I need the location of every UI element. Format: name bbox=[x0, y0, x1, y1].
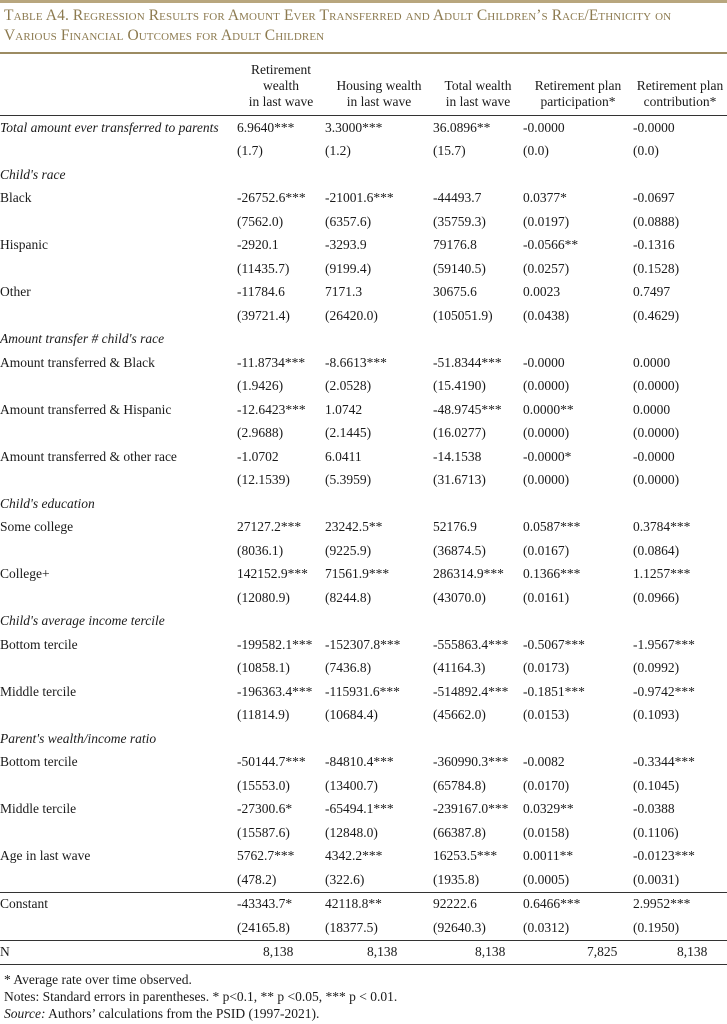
coef-cell: -0.0082 bbox=[523, 754, 565, 770]
row-label: Black bbox=[0, 190, 32, 206]
se-cell: (2.9688) bbox=[237, 425, 284, 441]
se-cell: (0.0005) bbox=[523, 871, 570, 887]
row-label: Other bbox=[0, 284, 31, 300]
row-label: Some college bbox=[0, 519, 74, 535]
coef-cell: 1.0742 bbox=[325, 401, 363, 417]
coef-cell: -44493.7 bbox=[433, 190, 482, 206]
coef-cell: -0.0000 bbox=[523, 354, 565, 370]
coef-cell: -0.5067*** bbox=[523, 636, 585, 652]
se-row bbox=[0, 774, 727, 798]
se-row bbox=[0, 304, 727, 328]
se-cell: (0.0153) bbox=[523, 707, 570, 723]
coef-cell: 7171.3 bbox=[325, 284, 363, 300]
se-cell: (0.0000) bbox=[523, 378, 570, 394]
coef-cell: -51.8344*** bbox=[433, 354, 502, 370]
regression-table bbox=[0, 58, 727, 965]
section-row bbox=[0, 492, 727, 516]
coef-cell: -0.0000 bbox=[633, 448, 675, 464]
row-label: Age in last wave bbox=[0, 848, 91, 864]
se-cell: (13400.7) bbox=[325, 777, 378, 793]
se-cell: (26420.0) bbox=[325, 307, 378, 323]
se-cell: (0.0167) bbox=[523, 542, 570, 558]
table-title bbox=[4, 6, 722, 46]
coef-cell: -11.8734*** bbox=[237, 354, 306, 370]
se-cell: (15587.6) bbox=[237, 824, 290, 840]
se-row bbox=[0, 539, 727, 563]
coef-cell: -239167.0*** bbox=[433, 801, 509, 817]
se-cell: (322.6) bbox=[325, 871, 365, 887]
se-row bbox=[0, 375, 727, 399]
se-cell: (36874.5) bbox=[433, 542, 486, 558]
se-cell: (16.0277) bbox=[433, 425, 486, 441]
coef-cell: -0.3344*** bbox=[633, 754, 695, 770]
section-heading: Child's average income tercile bbox=[0, 613, 165, 629]
coef-cell: -555863.4*** bbox=[433, 636, 509, 652]
se-cell: (7436.8) bbox=[325, 660, 372, 676]
coef-cell: -65494.1*** bbox=[325, 801, 394, 817]
coef-cell: -0.0388 bbox=[633, 801, 675, 817]
coef-cell: -360990.3*** bbox=[433, 754, 509, 770]
se-cell: (9225.9) bbox=[325, 542, 372, 558]
coef-cell: 52176.9 bbox=[433, 519, 477, 535]
se-cell: (59140.5) bbox=[433, 260, 486, 276]
n-cell: 8,138 bbox=[433, 940, 523, 965]
se-row bbox=[0, 586, 727, 610]
coef-cell: 0.0329** bbox=[523, 801, 574, 817]
se-cell: (8244.8) bbox=[325, 589, 372, 605]
coef-cell: 16253.5*** bbox=[433, 848, 498, 864]
table-notes bbox=[4, 971, 397, 1022]
coef-cell: 0.0023 bbox=[523, 284, 561, 300]
coef-cell: 142152.9*** bbox=[237, 566, 308, 582]
coef-cell: -0.0566** bbox=[523, 237, 579, 253]
table-row bbox=[0, 680, 727, 704]
row-label: Constant bbox=[0, 892, 237, 916]
section-heading: Child's race bbox=[0, 166, 66, 182]
table-title-line-1: Table A4. Regression Results for Amount Ever Transferred and Adult Children’s Race/Ethnicity on bbox=[4, 7, 672, 24]
coef-cell: 0.0000 bbox=[633, 401, 671, 417]
coef-cell: 36.0896** bbox=[433, 119, 491, 135]
section-heading: Amount transfer # child's race bbox=[0, 331, 165, 347]
se-cell: (0.0000) bbox=[523, 472, 570, 488]
se-cell: (2.0528) bbox=[325, 378, 372, 394]
coef-cell: -0.0000* bbox=[523, 448, 572, 464]
coef-cell: -152307.8*** bbox=[325, 636, 401, 652]
row-label: Hispanic bbox=[0, 237, 48, 253]
coef-cell: 0.0377* bbox=[523, 190, 567, 206]
se-row bbox=[0, 469, 727, 493]
coef-cell: -27300.6* bbox=[237, 801, 293, 817]
se-row bbox=[0, 704, 727, 728]
coef-cell: -0.0000 bbox=[523, 119, 565, 135]
header-row bbox=[0, 58, 727, 116]
se-cell: (0.0) bbox=[633, 143, 659, 159]
se-cell: (12.1539) bbox=[237, 472, 290, 488]
table-row bbox=[0, 845, 727, 869]
se-cell: (0.1950) bbox=[633, 919, 680, 935]
se-cell: (43070.0) bbox=[433, 589, 486, 605]
note-source bbox=[4, 1005, 397, 1022]
coef-cell: -43343.7* bbox=[237, 892, 325, 916]
coef-cell: -8.6613*** bbox=[325, 354, 387, 370]
coef-cell: -514892.4*** bbox=[433, 683, 509, 699]
se-cell: (66387.8) bbox=[433, 824, 486, 840]
table-row bbox=[0, 116, 727, 140]
se-cell: (0.0000) bbox=[633, 425, 680, 441]
table-row bbox=[0, 633, 727, 657]
coef-cell: 0.1366*** bbox=[523, 566, 581, 582]
coef-cell: -115931.6*** bbox=[325, 683, 400, 699]
coef-cell: -14.1538 bbox=[433, 448, 482, 464]
table-row bbox=[0, 563, 727, 587]
se-cell: (12080.9) bbox=[237, 589, 290, 605]
n-cell: 8,138 bbox=[633, 940, 727, 965]
coef-cell: 0.0000** bbox=[523, 401, 574, 417]
coef-cell: 27127.2*** bbox=[237, 519, 302, 535]
se-row bbox=[0, 868, 727, 892]
section-row bbox=[0, 163, 727, 187]
coef-cell: 1.1257*** bbox=[633, 566, 691, 582]
se-cell: (39721.4) bbox=[237, 307, 290, 323]
coef-cell: -1.9567*** bbox=[633, 636, 695, 652]
row-label: College+ bbox=[0, 566, 50, 582]
se-cell: (0.0312) bbox=[523, 919, 570, 935]
header-plan-contribution: Retirement plan contribution* bbox=[636, 78, 724, 109]
row-label: Total amount ever transferred to parents bbox=[0, 119, 219, 135]
se-cell: (15.4190) bbox=[433, 378, 486, 394]
se-cell: (11814.9) bbox=[237, 707, 290, 723]
note-standard-errors: Notes: Standard errors in parentheses. * p<0.1, ** p <0.05, *** p < 0.01. bbox=[4, 989, 398, 1004]
se-cell: (0.0992) bbox=[633, 660, 680, 676]
se-cell: (92640.3) bbox=[433, 919, 486, 935]
se-cell: (0.0000) bbox=[523, 425, 570, 441]
se-cell: (105051.9) bbox=[433, 307, 493, 323]
section-heading: Parent's wealth/income ratio bbox=[0, 730, 157, 746]
se-cell: (6357.6) bbox=[325, 213, 372, 229]
se-cell: (0.0197) bbox=[523, 213, 570, 229]
coef-cell: -1.0702 bbox=[237, 448, 279, 464]
table-row bbox=[0, 516, 727, 540]
se-cell: (24165.8) bbox=[237, 919, 290, 935]
coef-cell: 3.3000*** bbox=[325, 119, 383, 135]
se-row bbox=[0, 257, 727, 281]
row-label: N bbox=[0, 940, 237, 965]
section-row bbox=[0, 727, 727, 751]
coef-cell: -199582.1*** bbox=[237, 636, 313, 652]
coef-cell: 2.9952*** bbox=[633, 892, 727, 916]
se-cell: (5.3959) bbox=[325, 472, 372, 488]
table-row bbox=[0, 234, 727, 258]
coef-cell: -0.9742*** bbox=[633, 683, 695, 699]
se-cell: (0.1093) bbox=[633, 707, 680, 723]
se-cell: (7562.0) bbox=[237, 213, 284, 229]
table-row bbox=[0, 398, 727, 422]
se-cell: (0.0) bbox=[523, 143, 549, 159]
table-row bbox=[0, 281, 727, 305]
note-average-rate: * Average rate over time observed. bbox=[4, 972, 192, 987]
se-cell: (15553.0) bbox=[237, 777, 290, 793]
coef-cell: 71561.9*** bbox=[325, 566, 390, 582]
se-cell: (10684.4) bbox=[325, 707, 378, 723]
se-cell: (12848.0) bbox=[325, 824, 378, 840]
se-cell: (45662.0) bbox=[433, 707, 486, 723]
se-cell: (0.1106) bbox=[633, 824, 679, 840]
top-accent-bar bbox=[0, 0, 727, 3]
table-row bbox=[0, 187, 727, 211]
n-cell: 7,825 bbox=[523, 940, 633, 965]
row-label: Middle tercile bbox=[0, 683, 77, 699]
table-row bbox=[0, 751, 727, 775]
table-row bbox=[0, 892, 727, 916]
se-cell: (0.0438) bbox=[523, 307, 570, 323]
coef-cell: -0.1851*** bbox=[523, 683, 585, 699]
title-rule bbox=[0, 52, 727, 54]
se-cell: (1.7) bbox=[237, 143, 263, 159]
se-cell: (2.1445) bbox=[325, 425, 372, 441]
se-cell: (31.6713) bbox=[433, 472, 486, 488]
table-row bbox=[0, 351, 727, 375]
section-row bbox=[0, 610, 727, 634]
coef-cell: -2920.1 bbox=[237, 237, 279, 253]
coef-cell: 6.0411 bbox=[325, 448, 362, 464]
coef-cell: 5762.7*** bbox=[237, 848, 295, 864]
coef-cell: 0.6466*** bbox=[523, 892, 633, 916]
coef-cell: 0.0011** bbox=[523, 848, 574, 864]
se-cell: (478.2) bbox=[237, 871, 277, 887]
se-cell: (10858.1) bbox=[237, 660, 290, 676]
coef-cell: -11784.6 bbox=[237, 284, 285, 300]
coef-cell: 42118.8** bbox=[325, 892, 433, 916]
se-cell: (15.7) bbox=[433, 143, 466, 159]
row-label: Amount transferred & other race bbox=[0, 448, 177, 464]
se-cell: (0.0257) bbox=[523, 260, 570, 276]
row-label: Middle tercile bbox=[0, 801, 77, 817]
row-label: Bottom tercile bbox=[0, 754, 78, 770]
table-row bbox=[0, 798, 727, 822]
section-heading: Child's education bbox=[0, 495, 95, 511]
se-cell: (0.1045) bbox=[633, 777, 680, 793]
se-cell: (0.1528) bbox=[633, 260, 680, 276]
se-cell: (0.0170) bbox=[523, 777, 570, 793]
se-cell: (9199.4) bbox=[325, 260, 372, 276]
coef-cell: 92222.6 bbox=[433, 892, 523, 916]
source-text: Authors’ calculations from the PSID (1997-2021). bbox=[45, 1006, 320, 1021]
se-row bbox=[0, 140, 727, 164]
coef-cell: -21001.6*** bbox=[325, 190, 394, 206]
coef-cell: 23242.5** bbox=[325, 519, 383, 535]
se-row bbox=[0, 916, 727, 940]
coef-cell: 286314.9*** bbox=[433, 566, 504, 582]
coef-cell: -48.9745*** bbox=[433, 401, 502, 417]
row-label: Amount transferred & Hispanic bbox=[0, 401, 172, 417]
se-cell: (11435.7) bbox=[237, 260, 290, 276]
coef-cell: 0.0587*** bbox=[523, 519, 581, 535]
coef-cell: -12.6423*** bbox=[237, 401, 306, 417]
se-cell: (1935.8) bbox=[433, 871, 480, 887]
se-row bbox=[0, 657, 727, 681]
se-cell: (65784.8) bbox=[433, 777, 486, 793]
se-row bbox=[0, 210, 727, 234]
header-total-wealth: Total wealth in last wave bbox=[444, 78, 512, 109]
coef-cell: 0.0000 bbox=[633, 354, 671, 370]
coef-cell: -0.1316 bbox=[633, 237, 675, 253]
source-label: Source: bbox=[4, 1006, 46, 1021]
row-label: Bottom tercile bbox=[0, 636, 78, 652]
se-row bbox=[0, 422, 727, 446]
header-housing-wealth: Housing wealth in last wave bbox=[336, 78, 422, 109]
coef-cell: 30675.6 bbox=[433, 284, 477, 300]
n-cell: 8,138 bbox=[325, 940, 433, 965]
se-cell: (0.0864) bbox=[633, 542, 680, 558]
se-cell: (1.2) bbox=[325, 143, 351, 159]
coef-cell: -196363.4*** bbox=[237, 683, 313, 699]
se-cell: (41164.3) bbox=[433, 660, 486, 676]
se-cell: (0.0161) bbox=[523, 589, 570, 605]
coef-cell: 0.7497 bbox=[633, 284, 671, 300]
se-cell: (0.0888) bbox=[633, 213, 680, 229]
se-cell: (0.0158) bbox=[523, 824, 570, 840]
se-cell: (8036.1) bbox=[237, 542, 284, 558]
se-cell: (0.4629) bbox=[633, 307, 680, 323]
se-cell: (35759.3) bbox=[433, 213, 486, 229]
se-row bbox=[0, 821, 727, 845]
coef-cell: 4342.2*** bbox=[325, 848, 383, 864]
coef-cell: -50144.7*** bbox=[237, 754, 306, 770]
se-cell: (0.0000) bbox=[633, 378, 680, 394]
coef-cell: 0.3784*** bbox=[633, 519, 691, 535]
header-plan-participation: Retirement plan participation* bbox=[534, 78, 622, 109]
se-cell: (0.0966) bbox=[633, 589, 680, 605]
se-cell: (0.0031) bbox=[633, 871, 680, 887]
table-row bbox=[0, 445, 727, 469]
coef-cell: 6.9640*** bbox=[237, 119, 295, 135]
coef-cell: -0.0000 bbox=[633, 119, 675, 135]
n-row bbox=[0, 940, 727, 965]
header-retirement-wealth: Retirement wealth in last wave bbox=[248, 62, 314, 109]
coef-cell: -26752.6*** bbox=[237, 190, 306, 206]
coef-cell: -0.0697 bbox=[633, 190, 675, 206]
se-cell: (0.0000) bbox=[633, 472, 680, 488]
section-row bbox=[0, 328, 727, 352]
coef-cell: 79176.8 bbox=[433, 237, 477, 253]
row-label: Amount transferred & Black bbox=[0, 354, 155, 370]
header-blank bbox=[0, 58, 237, 116]
table-title-line-2: Various Financial Outcomes for Adult Children bbox=[4, 27, 325, 44]
se-cell: (1.9426) bbox=[237, 378, 284, 394]
coef-cell: -0.0123*** bbox=[633, 848, 695, 864]
n-cell: 8,138 bbox=[237, 940, 325, 965]
se-cell: (18377.5) bbox=[325, 919, 378, 935]
coef-cell: -84810.4*** bbox=[325, 754, 394, 770]
coef-cell: -3293.9 bbox=[325, 237, 367, 253]
se-cell: (0.0173) bbox=[523, 660, 570, 676]
